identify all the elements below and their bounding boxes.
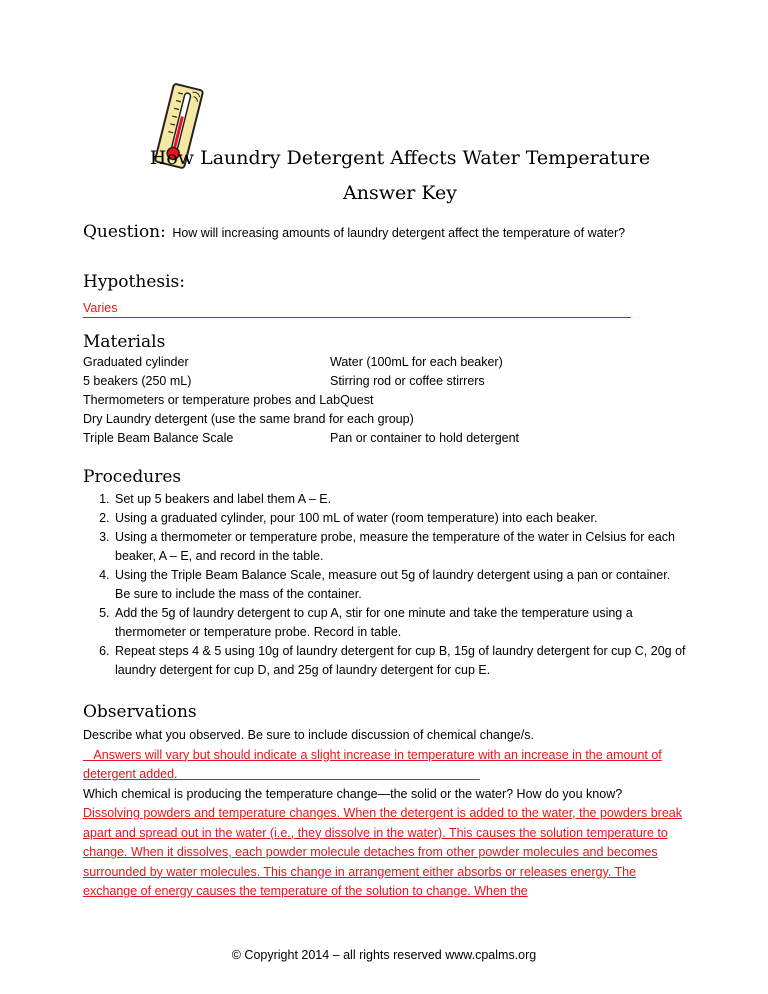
material-item: Water (100mL for each beaker) — [330, 355, 503, 369]
question-section — [83, 222, 688, 242]
hypothesis-heading: Hypothesis: — [83, 272, 185, 292]
materials-row — [83, 372, 688, 391]
materials-heading: Materials — [83, 332, 166, 352]
material-item: Stirring rod or coffee stirrers — [330, 374, 485, 388]
observations-body — [83, 726, 688, 902]
observations-answer — [83, 804, 688, 902]
observations-answer — [83, 746, 688, 785]
observations-answer-text: Dissolving powders and temperature changes. When the detergent is added to the water, the powders break apart and spread out in the water (i.e., they dissolve in the water). This causes the solution temperature to change. — [83, 806, 682, 859]
materials-row — [83, 353, 688, 372]
material-item: Triple Beam Balance Scale — [83, 431, 234, 445]
copyright-footer: © Copyright 2014 – all rights reserved www.cpalms.org — [231, 948, 537, 962]
question-text: How will increasing amounts of laundry detergent affect the temperature of water? — [172, 226, 626, 240]
procedures-heading: Procedures — [83, 467, 182, 487]
page-title: How Laundry Detergent Affects Water Temperature — [149, 147, 651, 169]
procedure-step: 3. Using a thermometer or temperature probe, measure the temperature of the water in Celsius for each beaker, A – E, and record in the table. — [113, 528, 688, 566]
procedures-list — [83, 490, 688, 680]
hypothesis-answer: Varies — [83, 299, 631, 318]
question-label: Question: — [83, 222, 166, 242]
procedure-step: 4. Using the Triple Beam Balance Scale, measure out 5g of laundry detergent using a pan or container. Be sure to include the mass of the container. — [113, 566, 688, 604]
procedure-step: 5. Add the 5g of laundry detergent to cup A, stir for one minute and take the temperature using a thermometer or temperature probe. Record in table. — [113, 604, 688, 642]
procedure-step: 6. Repeat steps 4 & 5 using 10g of laundry detergent for cup B, 15g of laundry detergent for cup C, 20g of laundry detergent for cup D, and 25g of laundry detergent for cup E. — [113, 642, 688, 680]
observations-prompt: Which chemical is producing the temperature change—the solid or the water? How do you know? — [83, 786, 623, 801]
observations-prompt: Describe what you observed. Be sure to include discussion of chemical change/s. — [83, 728, 534, 742]
material-item: Graduated cylinder — [83, 355, 189, 369]
page-subtitle: Answer Key — [343, 182, 457, 204]
materials-row — [83, 429, 688, 448]
materials-row — [83, 410, 688, 429]
observations-answer-text: Answers will vary but should indicate a slight increase in temperature with an increase in the amount of detergent added. — [83, 747, 662, 781]
materials-row — [83, 391, 688, 410]
procedure-step: 1. Set up 5 beakers and label them A – E. — [113, 490, 688, 509]
materials-list — [83, 353, 688, 448]
observations-answer-text: When it dissolves, each powder molecule detaches from other powder molecules and becomes surrounded by water molecules. This change in arrangement either absorbs or releases energy. The exchange of energy causes the temperature of the solution to change. When the — [83, 845, 658, 898]
material-item: Thermometers or temperature probes and LabQuest — [83, 393, 374, 407]
procedure-step: 2. Using a graduated cylinder, pour 100 mL of water (room temperature) into each beaker. — [113, 509, 688, 528]
material-item: Dry Laundry detergent (use the same brand for each group) — [83, 412, 414, 426]
material-item: Pan or container to hold detergent — [330, 431, 520, 445]
observations-heading: Observations — [83, 702, 197, 722]
material-item: 5 beakers (250 mL) — [83, 374, 192, 388]
